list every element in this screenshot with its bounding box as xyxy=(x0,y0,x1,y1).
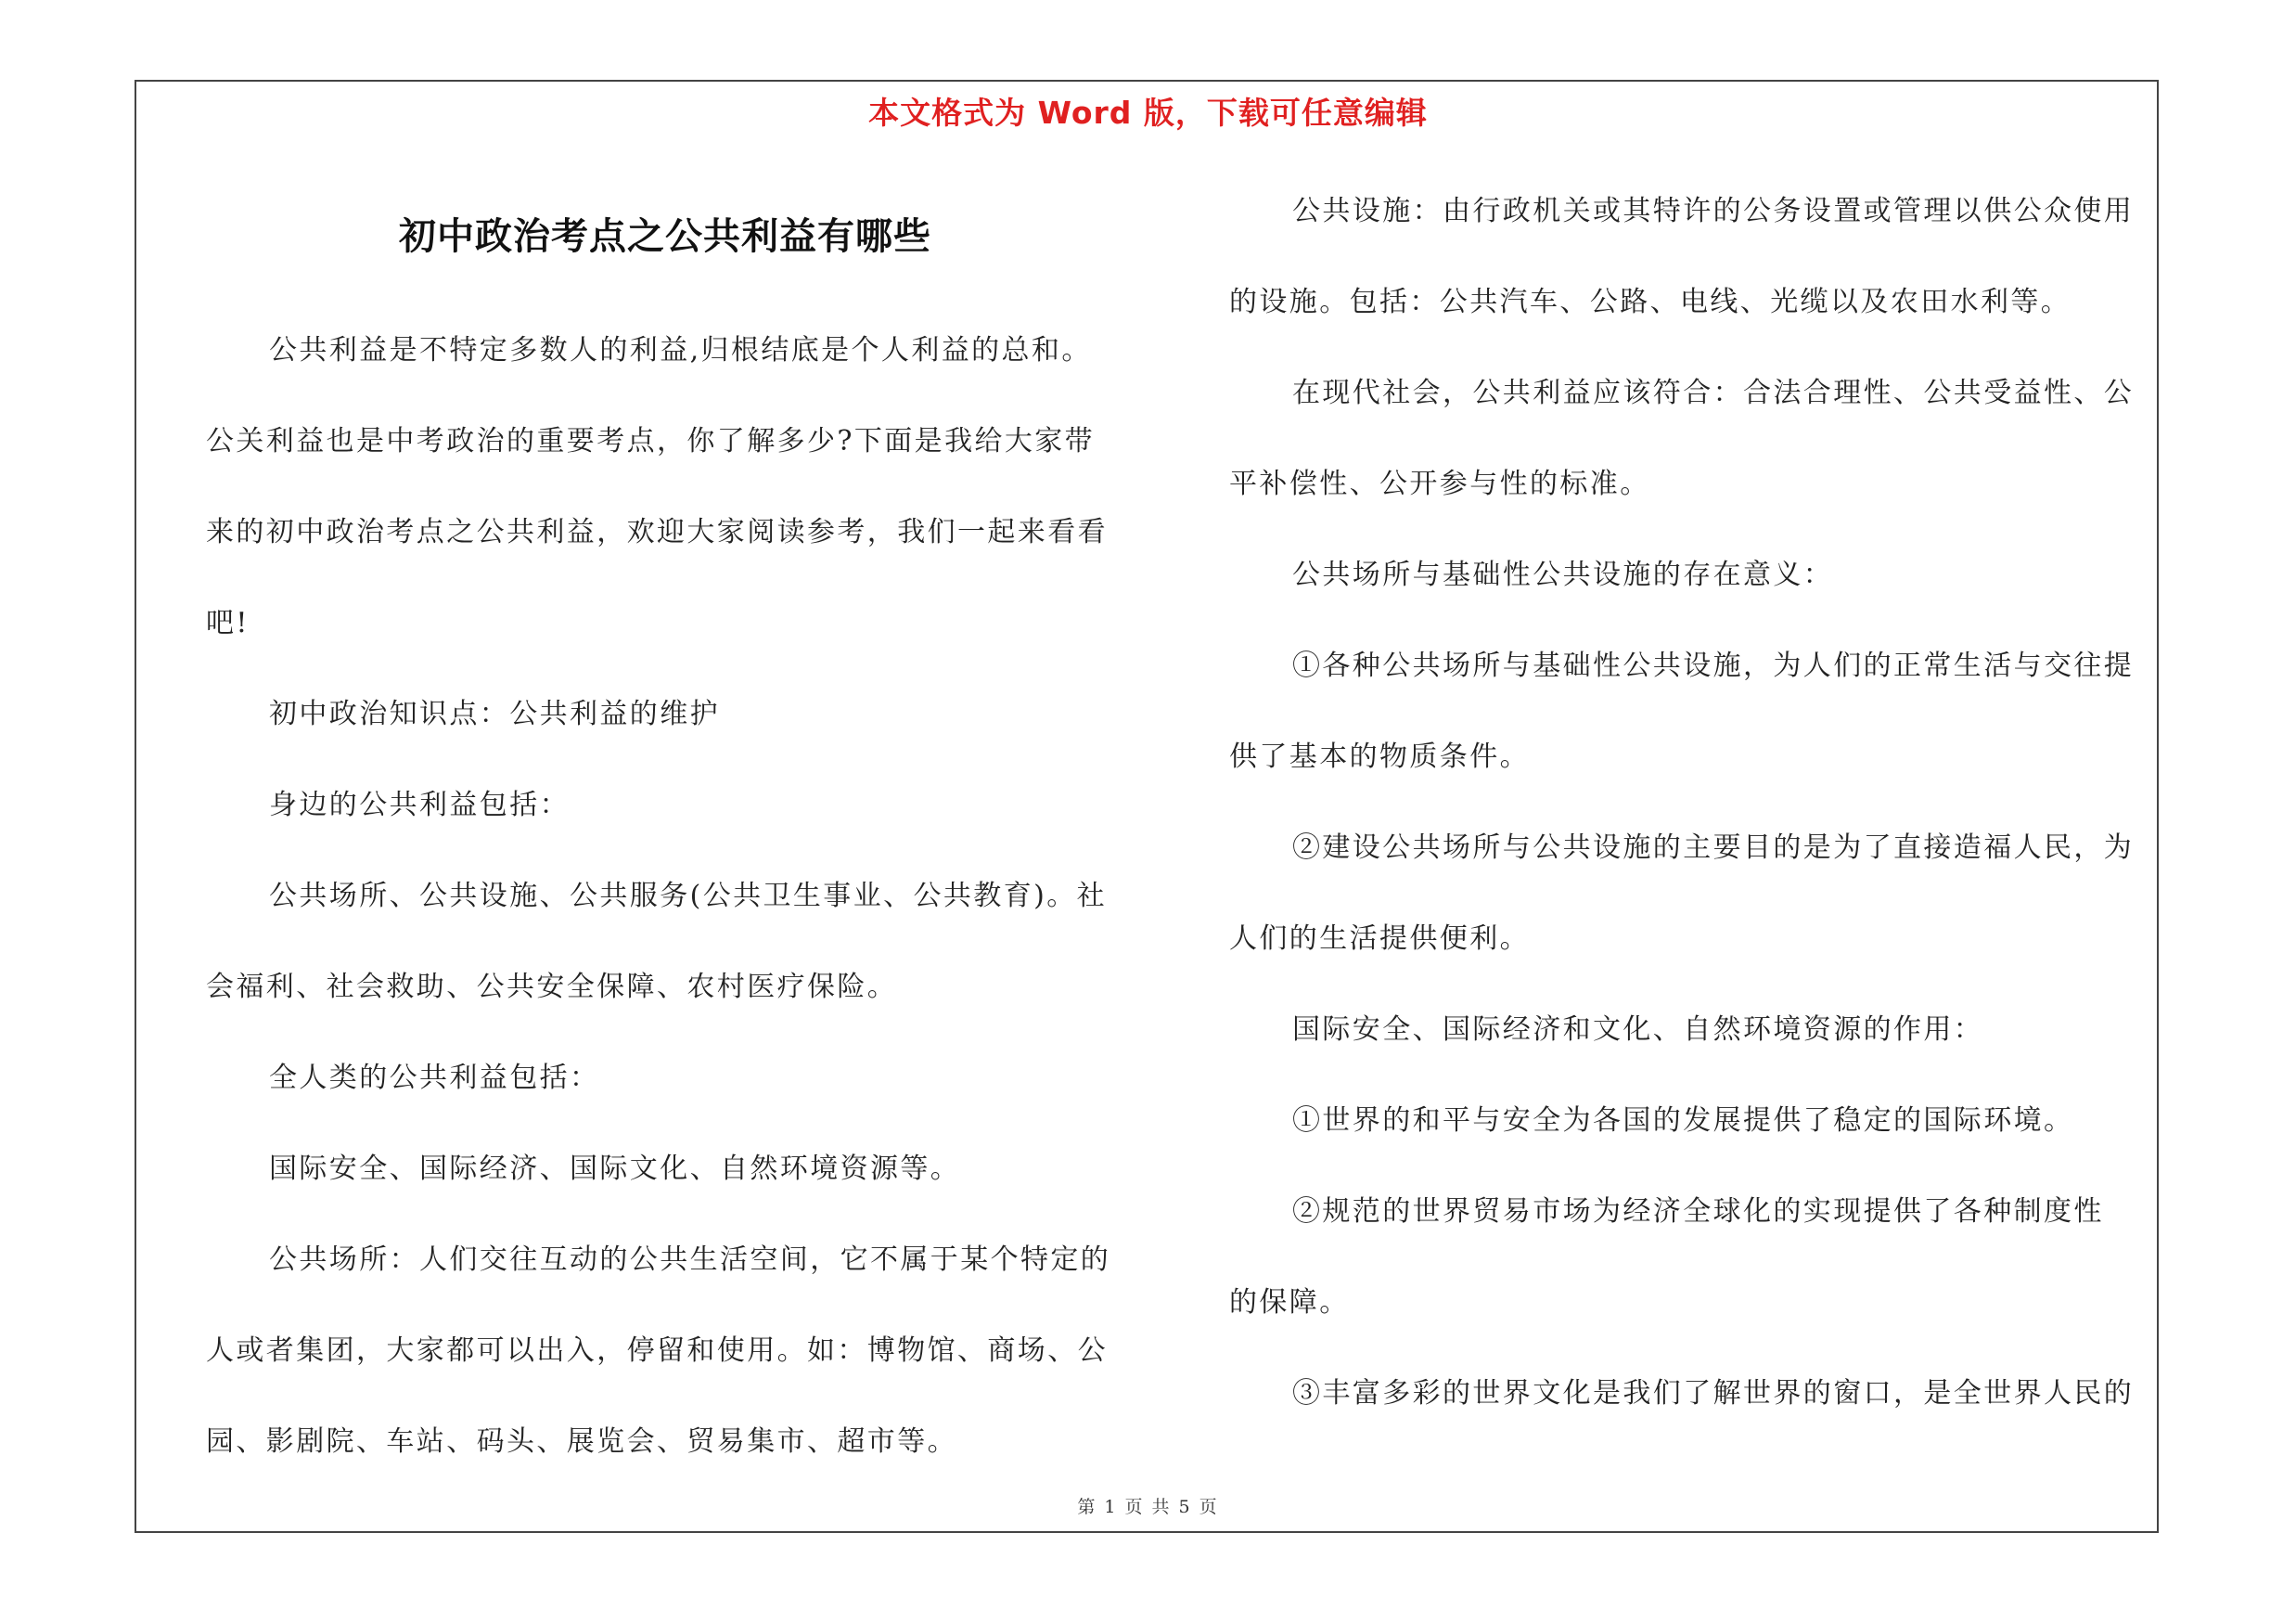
right-line: 平补偿性、公开参与性的标准。 xyxy=(1229,468,1650,500)
left-line: 全人类的公共利益包括： xyxy=(269,1062,600,1094)
right-line: 公共场所与基础性公共设施的存在意义： xyxy=(1292,559,1834,591)
left-line: 国际安全、国际经济、国际文化、自然环境资源等。 xyxy=(269,1153,961,1185)
right-line: 在现代社会，公共利益应该符合：合法合理性、公共受益性、公 xyxy=(1292,377,2135,409)
right-line: 供了基本的物质条件。 xyxy=(1229,741,1530,773)
left-line: 公关利益也是中考政治的重要考点，你了解多少?下面是我给大家带 xyxy=(206,425,1096,457)
page-number: 第 1 页 共 5 页 xyxy=(1077,1497,1219,1517)
right-line: ①各种公共场所与基础性公共设施，为人们的正常生活与交往提 xyxy=(1292,650,2135,682)
left-line: 园、影剧院、车站、码头、展览会、贸易集市、超市等。 xyxy=(206,1425,957,1458)
left-line: 人或者集团，大家都可以出入，停留和使用。如：博物馆、商场、公 xyxy=(206,1334,1108,1367)
right-line: 公共设施：由行政机关或其特许的公务设置或管理以供公众使用 xyxy=(1292,195,2135,227)
right-line: ①世界的和平与安全为各国的发展提供了稳定的国际环境。 xyxy=(1292,1104,2074,1137)
left-line: 公共场所：人们交往互动的公共生活空间，它不属于某个特定的 xyxy=(269,1243,1111,1276)
left-line: 公共场所、公共设施、公共服务(公共卫生事业、公共教育)。社 xyxy=(269,880,1108,912)
word-format-banner: 本文格式为 Word 版，下载可任意编辑 xyxy=(868,95,1428,131)
right-line: 人们的生活提供便利。 xyxy=(1229,922,1530,955)
right-line: 的设施。包括：公共汽车、公路、电线、光缆以及农田水利等。 xyxy=(1229,286,2072,318)
right-line: 的保障。 xyxy=(1229,1286,1350,1319)
left-line: 来的初中政治考点之公共利益，欢迎大家阅读参考，我们一起来看看 xyxy=(206,516,1108,548)
right-line: 国际安全、国际经济和文化、自然环境资源的作用： xyxy=(1292,1013,1984,1046)
right-line: ③丰富多彩的世界文化是我们了解世界的窗口，是全世界人民的 xyxy=(1292,1377,2135,1410)
right-line: ②建设公共场所与公共设施的主要目的是为了直接造福人民，为 xyxy=(1292,831,2135,864)
document-title: 初中政治考点之公共利益有哪些 xyxy=(399,214,931,258)
left-line: 吧! xyxy=(206,607,250,639)
left-line: 公共利益是不特定多数人的利益,归根结底是个人利益的总和。 xyxy=(269,334,1092,367)
section-heading: 初中政治知识点：公共利益的维护 xyxy=(269,698,720,730)
right-line: ②规范的世界贸易市场为经济全球化的实现提供了各种制度性 xyxy=(1292,1195,2104,1228)
left-line: 身边的公共利益包括： xyxy=(269,789,570,821)
left-line: 会福利、社会救助、公共安全保障、农村医疗保险。 xyxy=(206,971,898,1003)
